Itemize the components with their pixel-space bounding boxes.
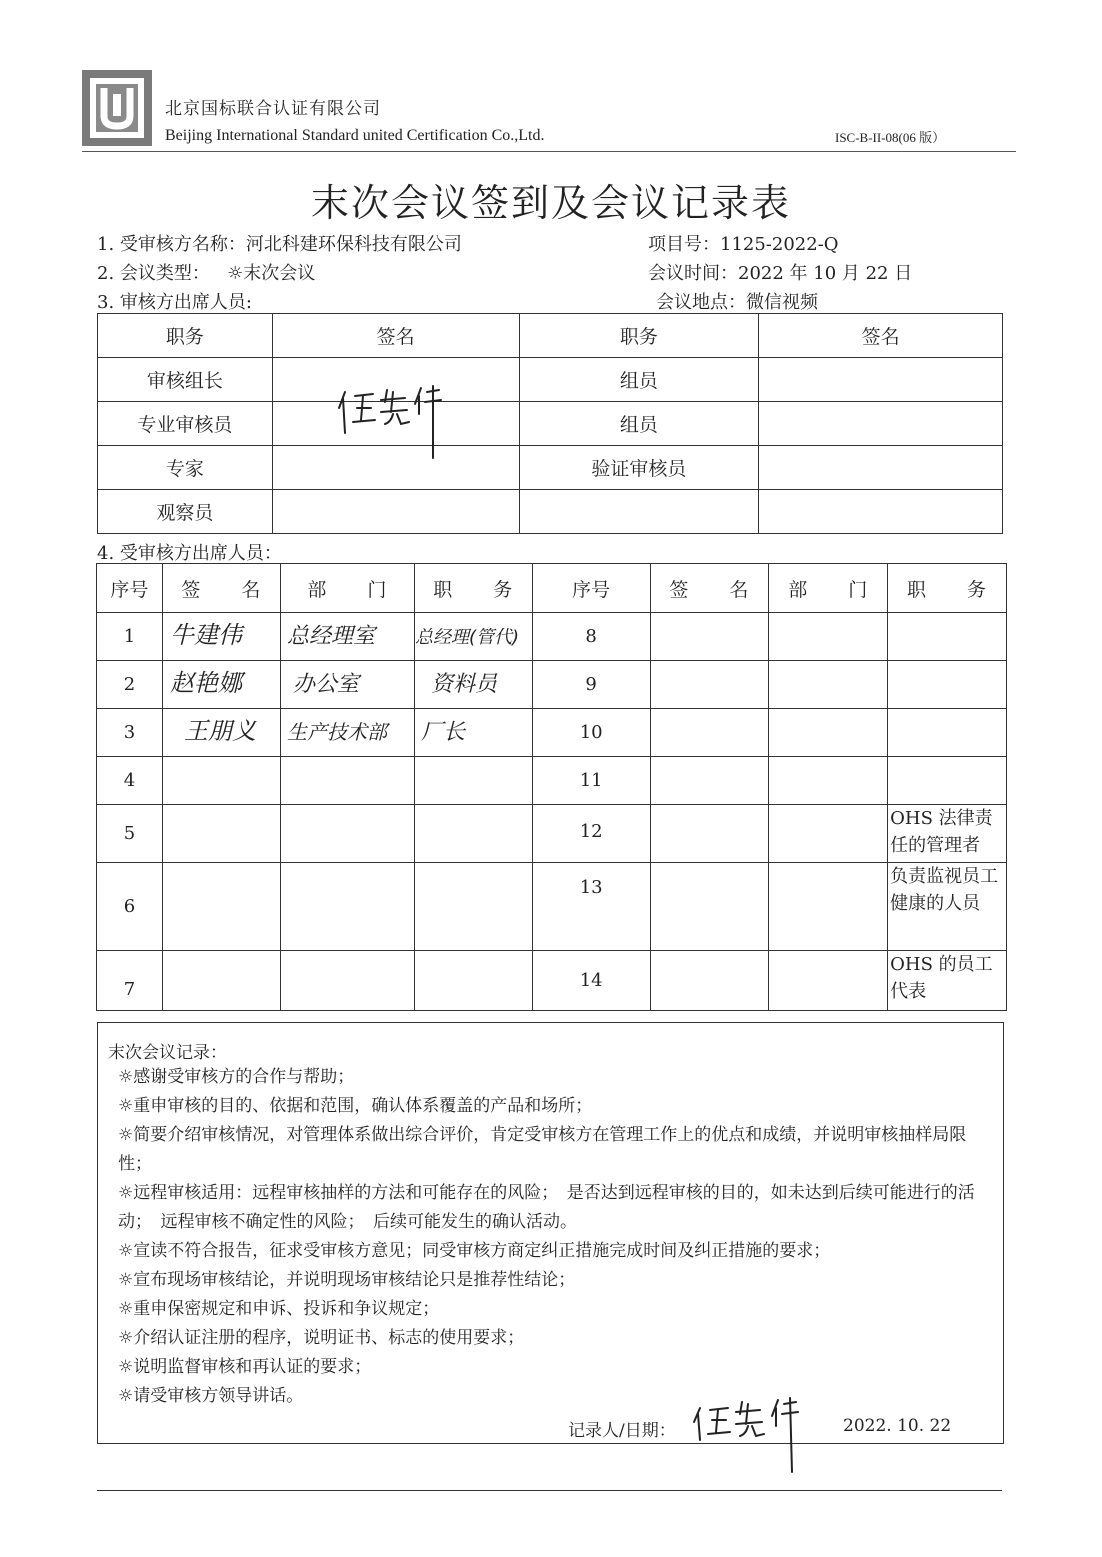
empty-cell (888, 613, 1007, 661)
handwritten-dept (280, 709, 414, 757)
auditor-table-header (98, 314, 1003, 358)
empty-cell (769, 709, 888, 757)
handwritten-name (162, 661, 280, 709)
handwritten-title (414, 613, 532, 661)
handwritten-title-text: 厂长 (421, 720, 466, 745)
record-item: ☼请受审核方领导讲话。 (118, 1386, 304, 1406)
header-cell: 签 名 (162, 564, 280, 613)
handwritten-title (414, 661, 532, 709)
empty-cell (769, 613, 888, 661)
empty-cell (650, 757, 769, 805)
auditor-table (97, 313, 1003, 534)
row-number: 12 (532, 805, 650, 863)
empty-cell (650, 709, 769, 757)
meeting-type-line (97, 259, 315, 285)
auditor-attendees-label: 3. 审核方出席人员: (97, 292, 252, 313)
empty-cell (650, 863, 769, 951)
auditee-attendees-label: 4. 受审核方出席人员： (97, 543, 282, 564)
row-number: 1 (97, 613, 163, 661)
row-number: 4 (97, 757, 163, 805)
table-row (97, 863, 1007, 951)
form-code: ISC-B-II-08(06 版） (835, 130, 946, 145)
empty-cell (280, 863, 414, 951)
handwritten-title (414, 709, 532, 757)
table-row (97, 757, 1007, 805)
handwritten-title-text: 总经理(管代) (415, 627, 520, 648)
empty-cell (414, 951, 532, 1011)
table-row (98, 402, 1003, 446)
empty-cell (414, 863, 532, 951)
record-item: ☼感谢受审核方的合作与帮助； (118, 1067, 355, 1087)
recorder-label: 记录人/日期： (568, 1421, 676, 1441)
record-item: ☼远程审核适用：远程审核抽样的方法和可能存在的风险； 是否达到远程审核的目的，如未达到后续可能进行的活动； 远程审核不确定性的风险； 后续可能发生的确认活动。 (118, 1183, 975, 1232)
signature-cell (759, 358, 1003, 402)
role-cell (519, 490, 759, 534)
empty-cell (650, 613, 769, 661)
location-value: 微信视频 (746, 292, 818, 313)
table-row (98, 358, 1003, 402)
empty-cell (414, 805, 532, 863)
header-cell: 职务 (98, 314, 273, 358)
empty-cell (162, 951, 280, 1011)
role-cell: 组员 (519, 402, 759, 446)
auditee-label: 1. 受审核方名称： (97, 234, 246, 255)
empty-cell (888, 709, 1007, 757)
header-cell: 部 门 (280, 564, 414, 613)
row-number: 9 (532, 661, 650, 709)
page-title: 末次会议签到及会议记录表 (310, 181, 791, 225)
empty-cell (650, 805, 769, 863)
attendee-table-header (97, 564, 1007, 613)
record-date: 2022. 10. 22 (843, 1416, 952, 1436)
row-number: 3 (97, 709, 163, 757)
role-note: OHS 法律责任的管理者 (888, 805, 1007, 863)
header-cell: 签 名 (650, 564, 769, 613)
table-row (97, 661, 1007, 709)
row-number: 10 (532, 709, 650, 757)
table-row (98, 490, 1003, 534)
empty-cell (888, 661, 1007, 709)
handwritten-dept-text: 办公室 (293, 672, 360, 697)
signature-cell (759, 402, 1003, 446)
meeting-type-value: ☼末次会议 (227, 263, 316, 284)
empty-cell (162, 863, 280, 951)
header-divider (82, 151, 1016, 152)
handwritten-name (162, 709, 280, 757)
table-row (97, 951, 1007, 1011)
handwritten-dept (280, 661, 414, 709)
empty-cell (162, 805, 280, 863)
header-cell: 序号 (97, 564, 163, 613)
header-cell: 签名 (272, 314, 519, 358)
empty-cell (650, 951, 769, 1011)
row-number: 5 (97, 805, 163, 863)
footer-divider (97, 1490, 1002, 1491)
location-label: 会议地点： (656, 292, 746, 313)
empty-cell (650, 661, 769, 709)
record-item: ☼宣读不符合报告，征求受审核方意见；同受审核方商定纠正措施完成时间及纠正措施的要求； (118, 1241, 831, 1261)
handwritten-dept (280, 613, 414, 661)
meeting-time-value: 2022 年 10 月 22 日 (738, 263, 913, 284)
signature-cell (759, 446, 1003, 490)
empty-cell (280, 757, 414, 805)
empty-cell (888, 757, 1007, 805)
header-cell: 部 门 (769, 564, 888, 613)
table-row (97, 709, 1007, 757)
company-logo (82, 70, 152, 146)
role-cell: 组员 (519, 358, 759, 402)
record-item: ☼重申审核的目的、依据和范围，确认体系覆盖的产品和场所； (118, 1096, 593, 1116)
role-cell: 专家 (98, 446, 273, 490)
empty-cell (280, 951, 414, 1011)
signature-cell (759, 490, 1003, 534)
empty-cell (162, 757, 280, 805)
role-note: OHS 的员工代表 (888, 951, 1007, 1011)
meeting-record-items (118, 1063, 998, 1411)
header-cell: 职务 (519, 314, 759, 358)
project-number: 1125-2022-Q (720, 234, 839, 255)
handwritten-name-text: 牛建伟 (170, 621, 243, 649)
handwritten-dept-text: 总经理室 (287, 624, 376, 649)
empty-cell (280, 805, 414, 863)
row-number: 14 (532, 951, 650, 1011)
meeting-time-line (648, 259, 912, 285)
handwritten-title-text: 资料员 (431, 672, 498, 697)
empty-cell (769, 951, 888, 1011)
leader-signature-image (335, 378, 455, 468)
table-row (97, 805, 1007, 863)
attendee-table (96, 563, 1007, 1011)
location-line (656, 288, 818, 314)
role-cell: 专业审核员 (98, 402, 273, 446)
header-cell: 职 务 (888, 564, 1007, 613)
header-cell: 职 务 (414, 564, 532, 613)
row-number: 7 (97, 951, 163, 1011)
header-cell: 签名 (759, 314, 1003, 358)
record-item: ☼简要介绍审核情况，对管理体系做出综合评价，肯定受审核方在管理工作上的优点和成绩，并说明审核抽样局限性； (118, 1125, 967, 1174)
handwritten-name-text: 赵艳娜 (170, 669, 243, 697)
auditee-line (97, 230, 462, 256)
handwritten-name (162, 613, 280, 661)
record-item: ☼重申保密规定和申诉、投诉和争议规定； (118, 1299, 440, 1319)
row-number: 6 (97, 863, 163, 951)
empty-cell (769, 805, 888, 863)
empty-cell (769, 661, 888, 709)
empty-cell (769, 757, 888, 805)
recorder-signature-image (690, 1392, 815, 1477)
meeting-time-label: 会议时间： (648, 263, 738, 284)
empty-cell (414, 757, 532, 805)
role-cell: 观察员 (98, 490, 273, 534)
meeting-type-label: 2. 会议类型： (97, 263, 210, 284)
project-line (648, 230, 839, 256)
auditee-name: 河北科建环保科技有限公司 (245, 234, 462, 255)
record-item: ☼介绍认证注册的程序，说明证书、标志的使用要求； (118, 1328, 525, 1348)
org-name-en: Beijing International Standard united Certification Co.,Ltd. (165, 127, 545, 144)
table-row (97, 613, 1007, 661)
role-cell: 验证审核员 (519, 446, 759, 490)
record-item: ☼宣布现场审核结论，并说明现场审核结论只是推荐性结论； (118, 1270, 576, 1290)
role-note: 负责监视员工健康的人员 (888, 863, 1007, 951)
row-number: 11 (532, 757, 650, 805)
handwritten-name-text: 王朋义 (184, 717, 257, 745)
org-name-cn: 北京国标联合认证有限公司 (165, 99, 381, 119)
handwritten-dept-text: 生产技术部 (287, 720, 388, 744)
header-cell: 序号 (532, 564, 650, 613)
row-number: 8 (532, 613, 650, 661)
empty-cell (769, 863, 888, 951)
record-item: ☼说明监督审核和再认证的要求； (118, 1357, 372, 1377)
project-label: 项目号： (648, 234, 720, 255)
table-row (98, 446, 1003, 490)
role-cell: 审核组长 (98, 358, 273, 402)
row-number: 13 (532, 863, 650, 951)
row-number: 2 (97, 661, 163, 709)
meeting-record-title: 末次会议记录： (108, 1043, 227, 1063)
signature-cell (272, 490, 519, 534)
